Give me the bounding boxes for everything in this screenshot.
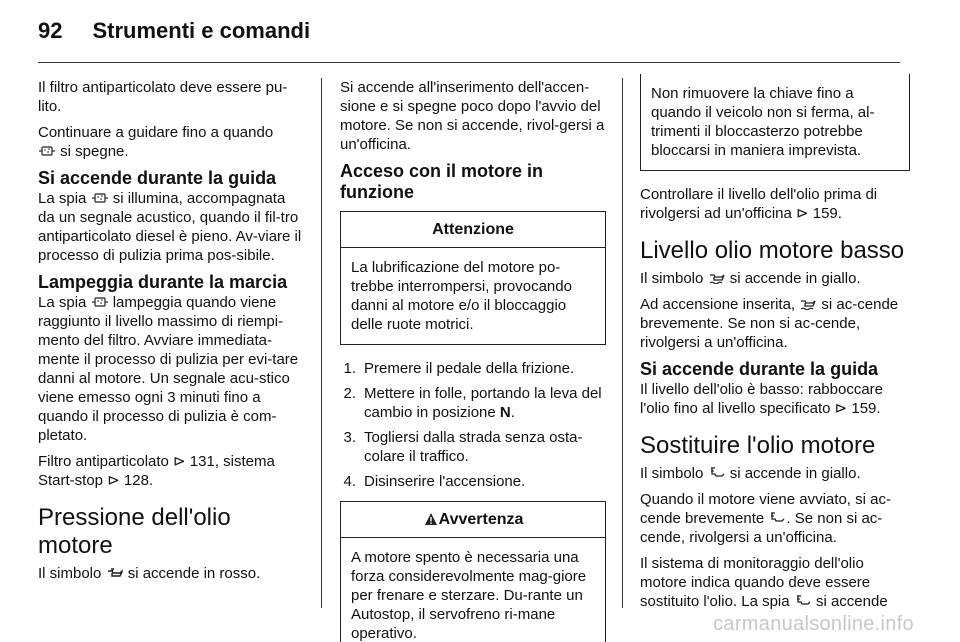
oil-can-icon: [107, 567, 123, 579]
warning-box-continued: [640, 74, 910, 171]
watermark: carmanualsonline.info: [713, 613, 914, 635]
attenzione-box: [340, 211, 606, 345]
paragraph: Si accende all'inserimento dell'accen-sione e si spegne poco dopo l'avvio del motore. Se non si accende, rivol-gersi a un'officina.: [340, 79, 605, 153]
box-body: Non rimuovere la chiave fino a quando il veicolo non si ferma, al-trimenti il bloccasterzo potrebbe bloccarsi in maniera imprevista.: [651, 85, 875, 159]
box-body: A motore spento è necessaria una forza considerevolmente mag-giore per frenare e sterzare. Du-rante un Autostop, il servofreno ri-mane operativo.: [351, 549, 587, 642]
paragraph: Continuare a guidare fino a quando si spegne.: [38, 124, 274, 160]
column-1: [38, 78, 306, 590]
box-body: La lubrificazione del motore po-trebbe interrompersi, provocando danni al motore e/o il bloccaggio delle ruote motrici.: [351, 259, 572, 333]
paragraph: Il simbolo si accende in giallo.: [640, 270, 861, 287]
list-item: 4. Disinserire l'accensione.: [343, 473, 526, 490]
box-title: Attenzione: [341, 212, 605, 248]
paragraph: La spia si illumina, accompagnata da un segnale acustico, quando il fil-tro antiparticolato diesel è pieno. Av-viare il processo di pulizia prima pos-sibile.: [38, 190, 302, 264]
column-divider-1: [321, 78, 322, 608]
diesel-particulate-filter-icon: [39, 145, 55, 157]
diesel-particulate-filter-icon: [92, 296, 108, 308]
list-item: 3. Togliersi dalla strada senza osta-colare il traffico.: [343, 429, 583, 465]
oil-change-icon: [709, 467, 725, 479]
paragraph: Il sistema di monitoraggio dell'olio motore indica quando deve essere sostituito l'olio. La spia si accende: [640, 555, 888, 610]
column-3: [640, 78, 910, 618]
paragraph: Controllare il livello dell'olio prima di rivolgersi ad un'officina ⊳ 159.: [640, 186, 878, 222]
page-number: 92: [38, 18, 63, 43]
heading: Pressione dell'olio motore: [38, 504, 231, 559]
list-item: 1. Premere il pedale della frizione.: [343, 360, 575, 377]
heading: Livello olio motore basso: [640, 237, 905, 264]
cross-reference: Filtro antiparticolato ⊳ 131, sistema Start-stop ⊳ 128.: [38, 453, 275, 489]
avvertenza-box: [340, 501, 606, 642]
oil-change-icon: [795, 595, 811, 607]
subheading: Acceso con il motore in funzione: [340, 161, 544, 202]
subheading: Si accende durante la guida: [38, 168, 277, 188]
warning-triangle-icon: [424, 512, 438, 526]
paragraph: Il livello dell'olio è basso: rabboccare l'olio fino al livello specificato ⊳ 159.: [640, 381, 883, 417]
header-divider: [38, 62, 900, 63]
page-header: [38, 18, 310, 48]
oil-level-icon: [709, 272, 725, 284]
heading: Sostituire l'olio motore: [640, 432, 876, 459]
column-divider-2: [622, 78, 623, 608]
subheading: Si accende durante la guida: [640, 359, 879, 379]
paragraph: Il filtro antiparticolato deve essere pu-lito.: [38, 79, 288, 115]
paragraph: Quando il motore viene avviato, si ac-cende brevemente . Se non si ac-cende, rivolgersi a un'officina.: [640, 491, 891, 546]
section-title: Strumenti e comandi: [92, 18, 311, 43]
list-item: 2. Mettere in folle, portando la leva del cambio in posizione N.: [343, 385, 602, 421]
column-2: [340, 78, 606, 642]
steps-list: [340, 359, 606, 491]
paragraph: Il simbolo si accende in giallo.: [640, 465, 861, 482]
oil-level-icon: [800, 298, 816, 310]
subheading: Lampeggia durante la marcia: [38, 272, 288, 292]
diesel-particulate-filter-icon: [92, 192, 108, 204]
paragraph: Il simbolo si accende in rosso.: [38, 565, 261, 582]
oil-change-icon: [769, 512, 785, 524]
paragraph: Ad accensione inserita, si ac-cende brevemente. Se non si ac-cende, rivolgersi a un'officina.: [640, 296, 899, 351]
paragraph: La spia lampeggia quando viene raggiunto il livello massimo di riempi-mento del filtro. Avviare immediata-mente il processo di pulizia per evi-tare danni al motore. Un segnale acu-stico viene emesso ogni 3 minuti fino a quando il processo di pulizia è com-pletato.: [38, 294, 299, 444]
box-title: Avvertenza: [341, 502, 605, 538]
